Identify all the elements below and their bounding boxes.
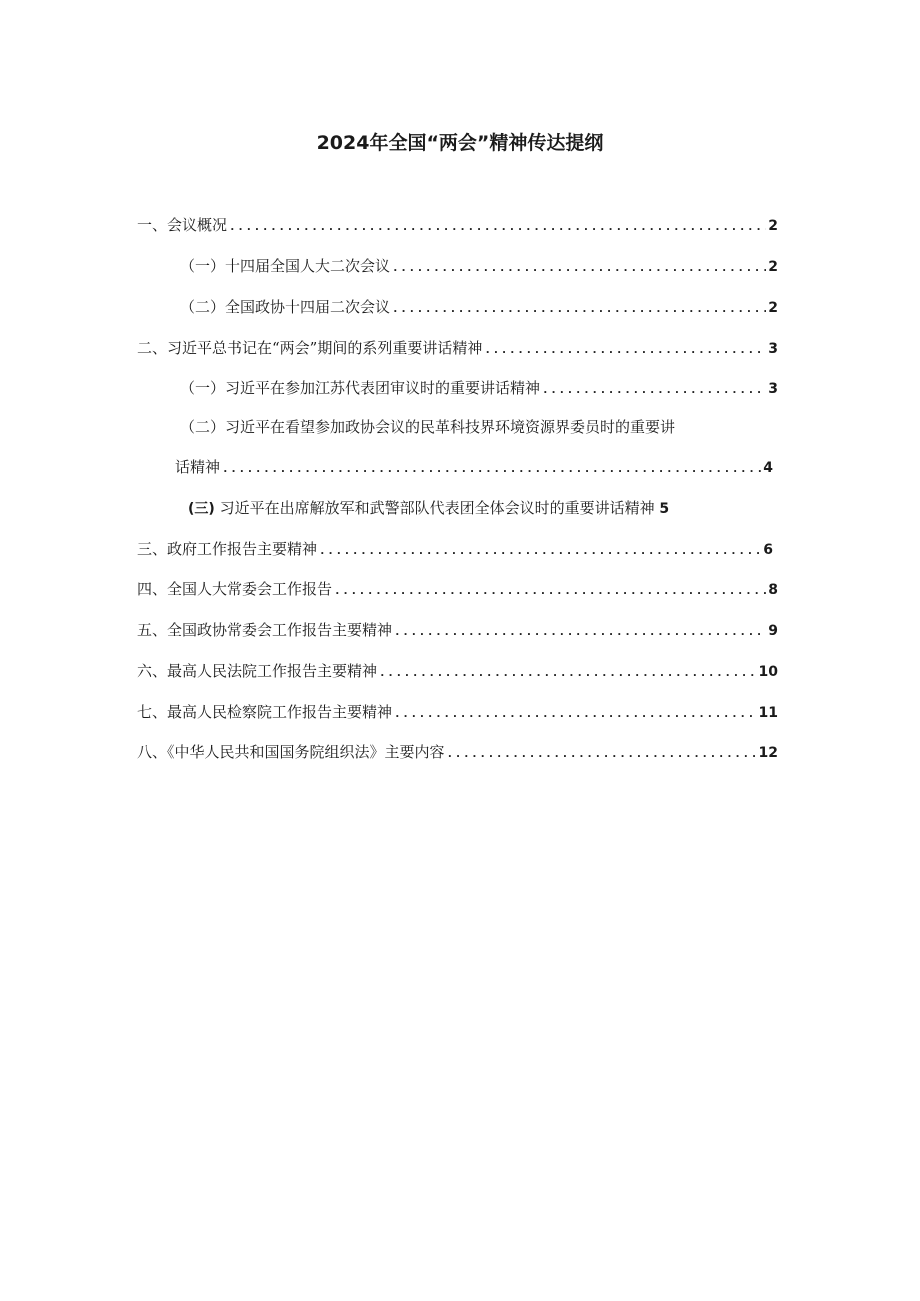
toc-page-number: 3 — [768, 341, 778, 357]
toc-entry[interactable] — [175, 456, 773, 478]
toc-entry[interactable] — [137, 538, 773, 560]
toc-entry-text: 二、习近平总书记在“两会”期间的系列重要讲话精神 — [137, 339, 483, 357]
toc-entry[interactable] — [137, 660, 778, 682]
toc-entry[interactable] — [180, 255, 778, 277]
toc-entry-lead: (三) — [188, 501, 215, 517]
toc-entry-text: 话精神 — [175, 458, 221, 476]
toc-page-number: 8 — [768, 582, 778, 598]
toc-entry[interactable] — [137, 619, 778, 641]
toc-leader-dots — [334, 580, 766, 602]
toc-entry-text: 六、最高人民法院工作报告主要精神 — [137, 662, 378, 680]
toc-page-number: 2 — [768, 300, 778, 316]
toc-page-number: 3 — [768, 381, 778, 397]
toc-page-number: 5 — [659, 501, 670, 517]
toc-page-number: 2 — [768, 218, 778, 234]
toc-page-number: 9 — [768, 623, 778, 639]
toc-page-number: 10 — [758, 664, 778, 680]
toc-page-number: 12 — [758, 745, 778, 761]
toc-page-number: 6 — [763, 542, 773, 558]
toc-page-number: 11 — [758, 705, 778, 721]
toc-leader-dots — [229, 216, 766, 238]
toc-entry[interactable] — [137, 578, 778, 600]
toc-leader-dots — [394, 703, 757, 725]
toc-leader-dots — [392, 257, 766, 279]
toc-leader-dots — [222, 458, 761, 480]
toc-leader-dots — [394, 621, 766, 643]
toc-entry[interactable] — [137, 337, 778, 359]
toc-leader-dots — [379, 662, 757, 684]
toc-entry-text: 八、《中华人民共和国国务院组织法》主要内容 — [137, 743, 445, 761]
toc-entry-text-line1[interactable]: （二）习近平在看望参加政协会议的民革科技界环境资源界委员时的重要讲 — [180, 418, 676, 436]
toc-leader-dots — [542, 379, 766, 401]
toc-entry[interactable] — [137, 741, 778, 763]
toc-entry[interactable] — [188, 497, 669, 519]
toc-entry-text: （二）全国政协十四届二次会议 — [180, 298, 391, 316]
toc-entry-text: 七、最高人民检察院工作报告主要精神 — [137, 703, 393, 721]
toc-entry[interactable] — [180, 377, 778, 399]
toc-entry-text: 习近平在出席解放军和武警部队代表团全体会议时的重要讲话精神 — [219, 499, 655, 517]
toc-entry-text: 四、全国人大常委会工作报告 — [137, 580, 333, 598]
toc-leader-dots — [392, 298, 766, 320]
document-title: 2024年全国“两会”精神传达提纲 — [316, 132, 604, 154]
toc-entry-text: 一、会议概况 — [137, 216, 228, 234]
toc-entry[interactable] — [137, 701, 778, 723]
toc-leader-dots — [484, 339, 766, 361]
toc-leader-dots — [319, 540, 761, 562]
toc-page-number: 4 — [763, 460, 773, 476]
toc-entry-text: （一）十四届全国人大二次会议 — [180, 257, 391, 275]
toc-leader-dots — [447, 743, 757, 765]
toc-entry-text: 三、政府工作报告主要精神 — [137, 540, 318, 558]
toc-page-number: 2 — [768, 259, 778, 275]
toc-entry-text: 五、全国政协常委会工作报告主要精神 — [137, 621, 393, 639]
toc-entry[interactable] — [180, 296, 778, 318]
toc-entry[interactable] — [137, 214, 778, 236]
toc-entry-text: （一）习近平在参加江苏代表团审议时的重要讲话精神 — [180, 379, 541, 397]
